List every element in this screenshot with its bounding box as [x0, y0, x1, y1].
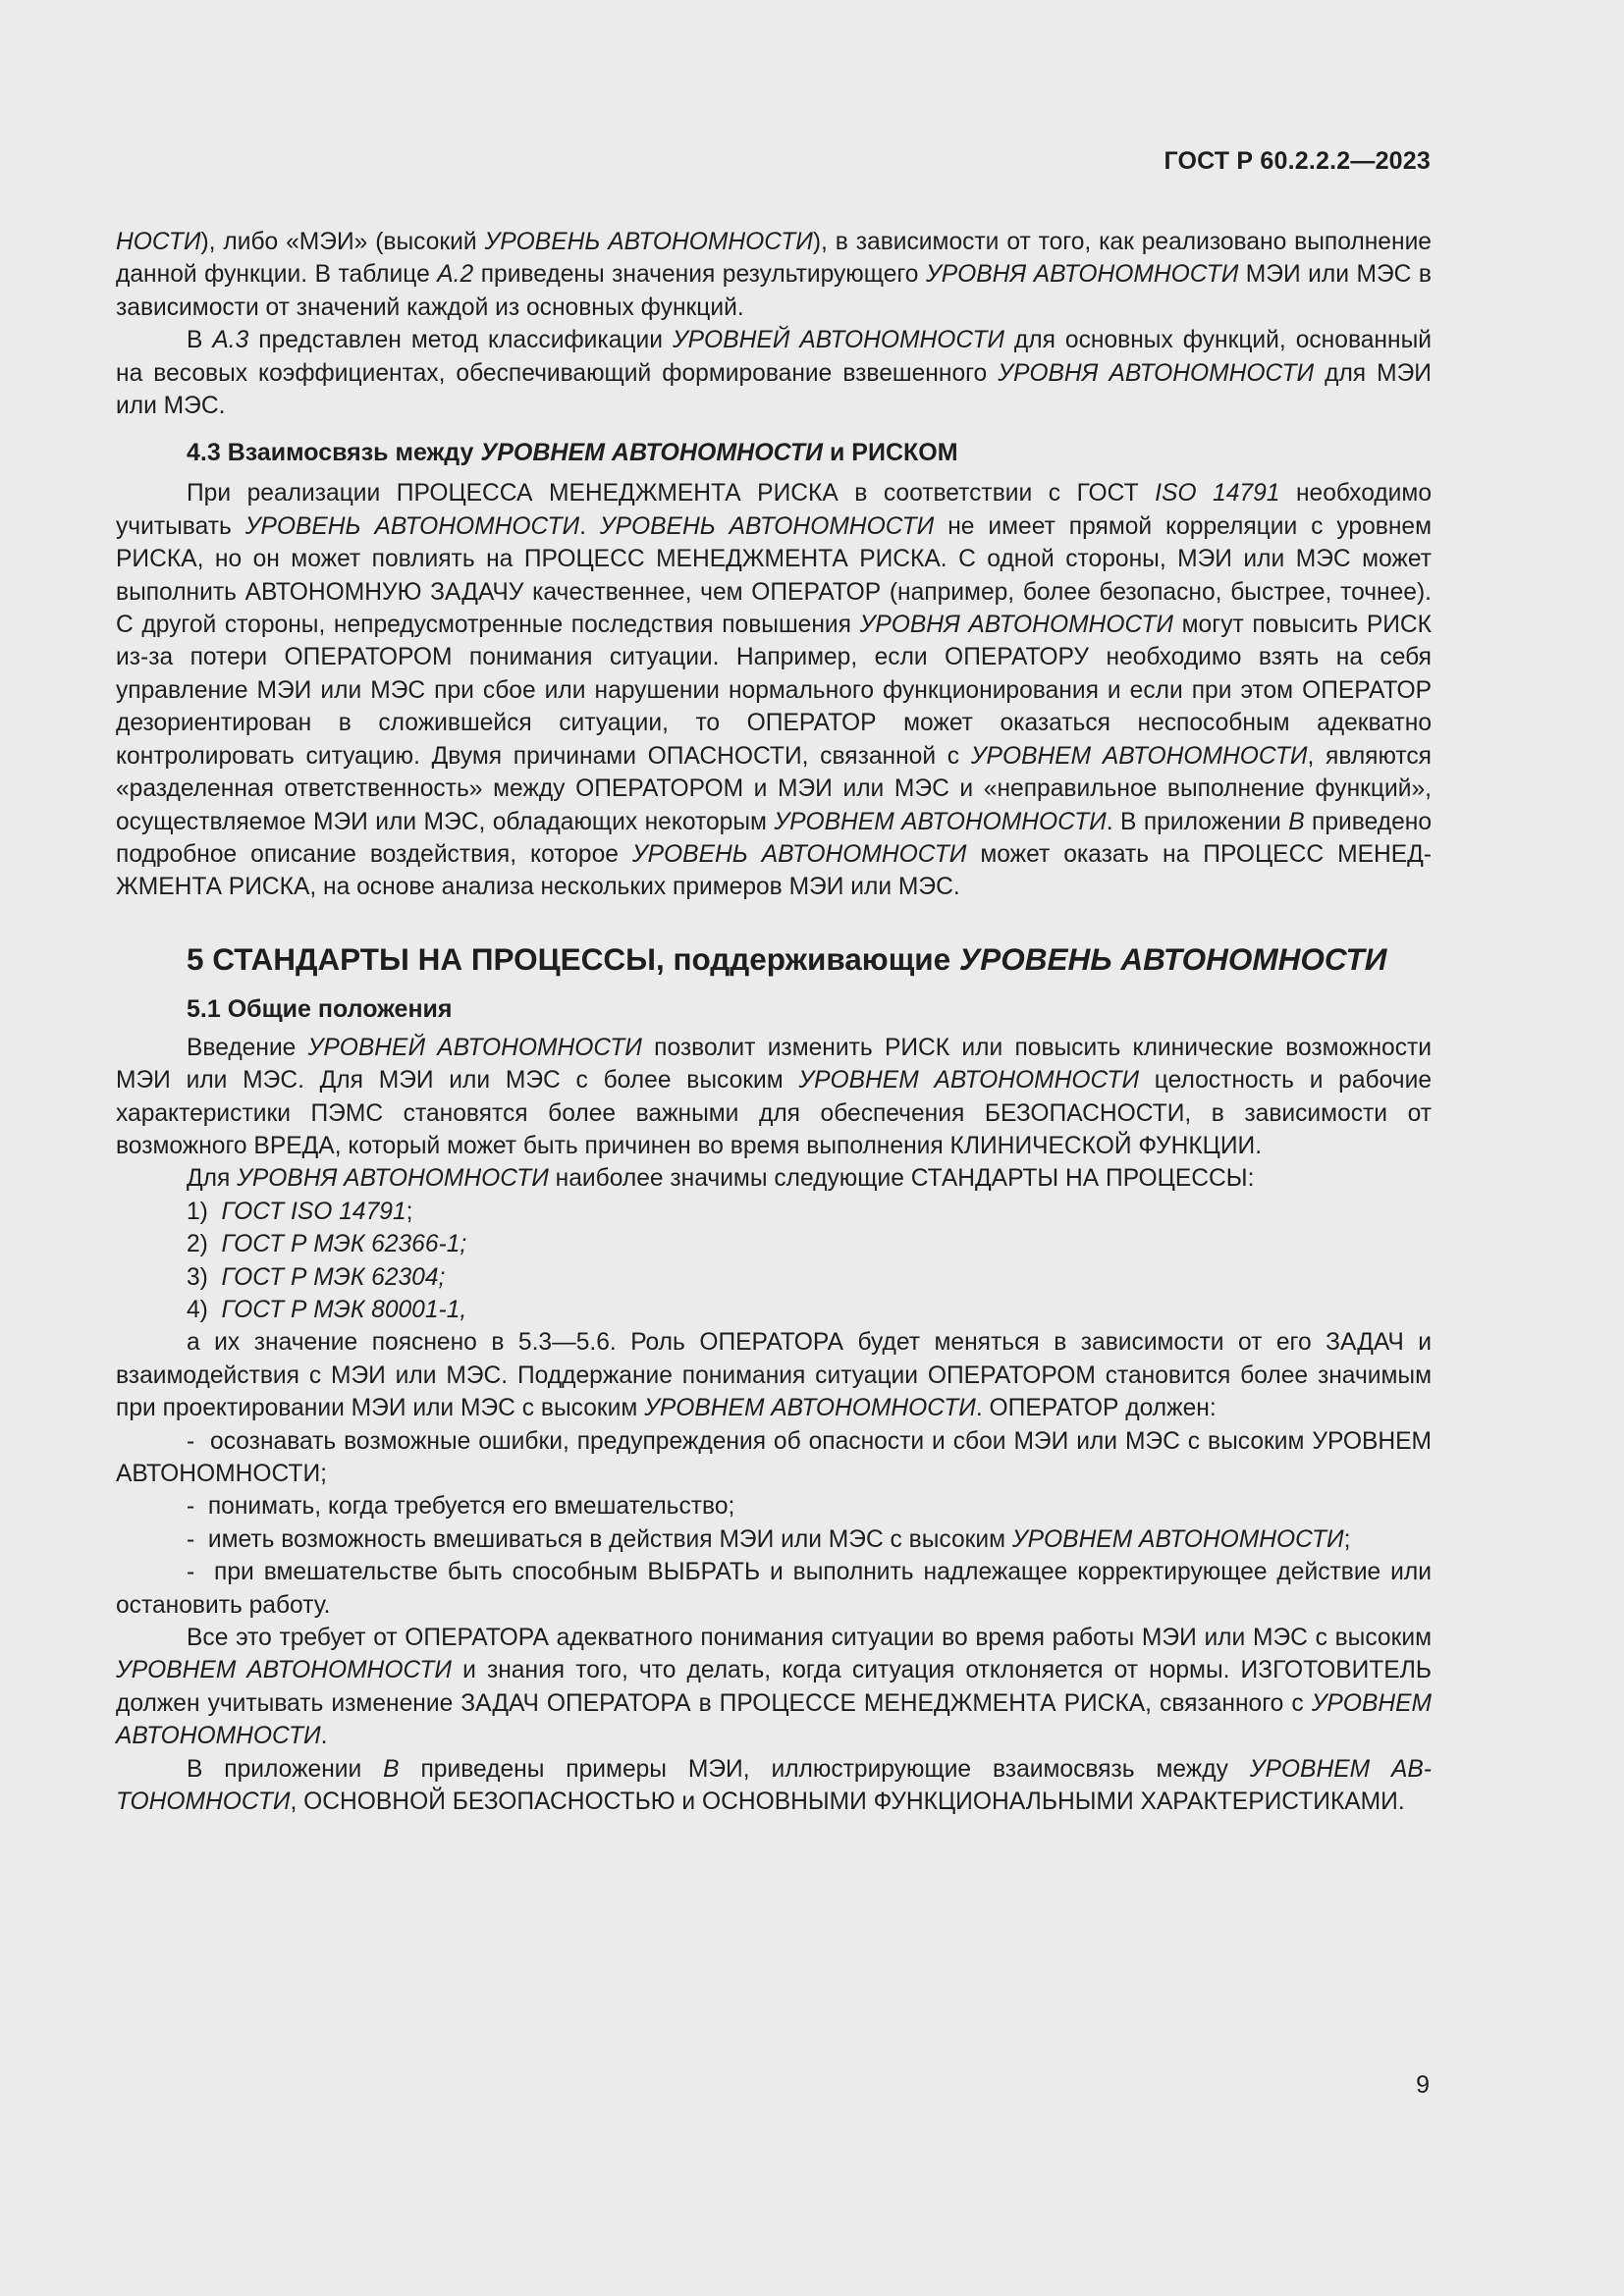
- section-heading-5-1: 5.1 Общие положения: [187, 994, 453, 1023]
- list-item: 4) ГОСТ Р МЭК 80001-1,: [187, 1296, 467, 1323]
- document-body: [116, 226, 1432, 1818]
- bullet-item: - при вмешательстве быть способным ВЫБРАТЬ и выполнить надлежащее корректирующее действие или остановить работу.: [116, 1559, 1432, 1619]
- list-item: 2) ГОСТ Р МЭК 62366-1;: [187, 1231, 467, 1258]
- paragraph: В приложении В приведены примеры МЭИ, иллюстрирующие взаимосвязь между УРОВНЕМ АВТОНОМНОСТИ, ОСНОВНОЙ БЕЗОПАСНОСТЬЮ и ОСНОВНЫМИ ФУНКЦИОНАЛЬНЫМИ ХАРАКТЕРИСТИКАМИ.: [116, 1755, 1432, 1816]
- paragraph: В А.3 представлен метод классификации УРОВНЕЙ АВТОНОМНОСТИ для основных функций, основанный на весовых коэффициентах, обеспечивающий формирование взвешенного УРОВНЯ АВТОНОМНОСТИ для МЭИ или МЭС.: [116, 327, 1432, 420]
- section-heading-5: 5 СТАНДАРТЫ НА ПРОЦЕССЫ, поддерживающие УРОВЕНЬ АВТОНОМНОСТИ: [187, 940, 1387, 977]
- paragraph: Все это требует от ОПЕРАТОРА адекватного понимания ситуации во время работы МЭИ или МЭС с высоким УРОВНЕМ АВТОНОМНОСТИ и знания того, что делать, когда ситуация отклоняется от нормы. ИЗГОТОВИТЕЛЬ должен учитывать изменение ЗАДАЧ ОПЕРАТОРА в ПРОЦЕССЕ МЕНЕДЖМЕНТА РИСКА, связанного с УРОВНЕМ АВТОНОМНОСТИ.: [116, 1625, 1432, 1750]
- paragraph: Для УРОВНЯ АВТОНОМНОСТИ наиболее значимы следующие СТАНДАРТЫ НА ПРОЦЕССЫ:: [187, 1165, 1255, 1193]
- paragraph: а их значение пояснено в 5.3—5.6. Роль ОПЕРАТОРА будет меняться в зависимости от его ЗАДАЧ и взаимодействия с МЭИ или МЭС. Поддержание понимания ситуации ОПЕРАТОРОМ становится более значимым при проектировании МЭИ или МЭС с высоким УРОВНЕМ АВТОНОМНОСТИ. ОПЕРАТОР должен:: [116, 1329, 1432, 1422]
- list-item: 1) ГОСТ ISO 14791;: [187, 1198, 413, 1225]
- section-heading-4-3: 4.3 Взаимосвязь между УРОВНЕМ АВТОНОМНОСТИ и РИСКОМ: [187, 439, 958, 467]
- paragraph: При реализации ПРОЦЕССА МЕНЕДЖМЕНТА РИСКА в соответствии с ГОСТ ISO 14791 необходимо учитывать УРОВЕНЬ АВТОНОМНОСТИ. УРОВЕНЬ АВТОНОМНОСТИ не имеет прямой корреляции с уровнем РИСКА, но он может повлиять на ПРОЦЕСС МЕНЕДЖМЕНТА РИСКА. С одной стороны, МЭИ или МЭС может выполнить АВТОНОМНУЮ ЗАДАЧУ качественнее, чем ОПЕРАТОР (например, более безопасно, быстрее, точнее). С другой стороны, непредусмотренные последствия повышения УРОВНЯ АВТОНОМНОСТИ могут повысить РИСК из-за потери ОПЕРАТОРОМ понимания ситуации. Например, если ОПЕРАТОРУ необходимо взять на себя управление МЭИ или МЭС при сбое или нарушении нормального функционирования и если при этом ОПЕРАТОР дезориентирован в сложившейся ситуации, то ОПЕРАТОР может оказаться неспособным адекватно контролировать ситуацию. Двумя причинами ОПАСНОСТИ, связанной с УРОВНЕМ АВТОНОМНОСТИ, являются «разделенная ответственность» между ОПЕРАТОРОМ и МЭИ или МЭС и «неправильное выполнение функций», осуществляемое МЭИ или МЭС, обладающих некоторым УРОВНЕМ АВТОНОМНОСТИ. В приложении В приведено подробное описание воздействия, которое УРОВЕНЬ АВТОНОМНОСТИ может оказать на ПРОЦЕСС МЕНЕДЖМЕНТА РИСКА, на основе анализа нескольких примеров МЭИ или МЭС.: [116, 480, 1433, 901]
- paragraph: НОСТИ), либо «МЭИ» (высокий УРОВЕНЬ АВТОНОМНОСТИ), в зависимости от того, как реализовано выполнение данной функции. В таблице А.2 приведены значения результирующего УРОВНЯ АВТОНОМНОСТИ МЭИ или МЭС в зависимости от значений каждой из основных функций.: [116, 229, 1432, 321]
- bullet-item: - осознавать возможные ошибки, предупреждения об опасности и сбои МЭИ или МЭС с высоким УРОВНЕМ АВТОНОМНОСТИ;: [116, 1427, 1432, 1487]
- page-number: 9: [1416, 2071, 1430, 2099]
- list-item: 3) ГОСТ Р МЭК 62304;: [187, 1263, 446, 1291]
- bullet-item: - понимать, когда требуется его вмешательство;: [187, 1493, 735, 1521]
- bullet-item: - иметь возможность вмешиваться в действия МЭИ или МЭС с высоким УРОВНЕМ АВТОНОМНОСТИ;: [187, 1525, 1351, 1553]
- paragraph: Введение УРОВНЕЙ АВТОНОМНОСТИ позволит изменить РИСК или повысить клинические возможности МЭИ или МЭС. Для МЭИ или МЭС с более высоким УРОВНЕМ АВТОНОМНОСТИ целостность и рабочие характеристики ПЭМС становятся более важными для обеспечения БЕЗОПАСНОСТИ, в зависимости от возможного ВРЕДА, который может быть причинен во время выполнения КЛИНИЧЕСКОЙ ФУНКЦИИ.: [116, 1034, 1432, 1159]
- document-header: ГОСТ Р 60.2.2.2—2023: [1164, 147, 1431, 175]
